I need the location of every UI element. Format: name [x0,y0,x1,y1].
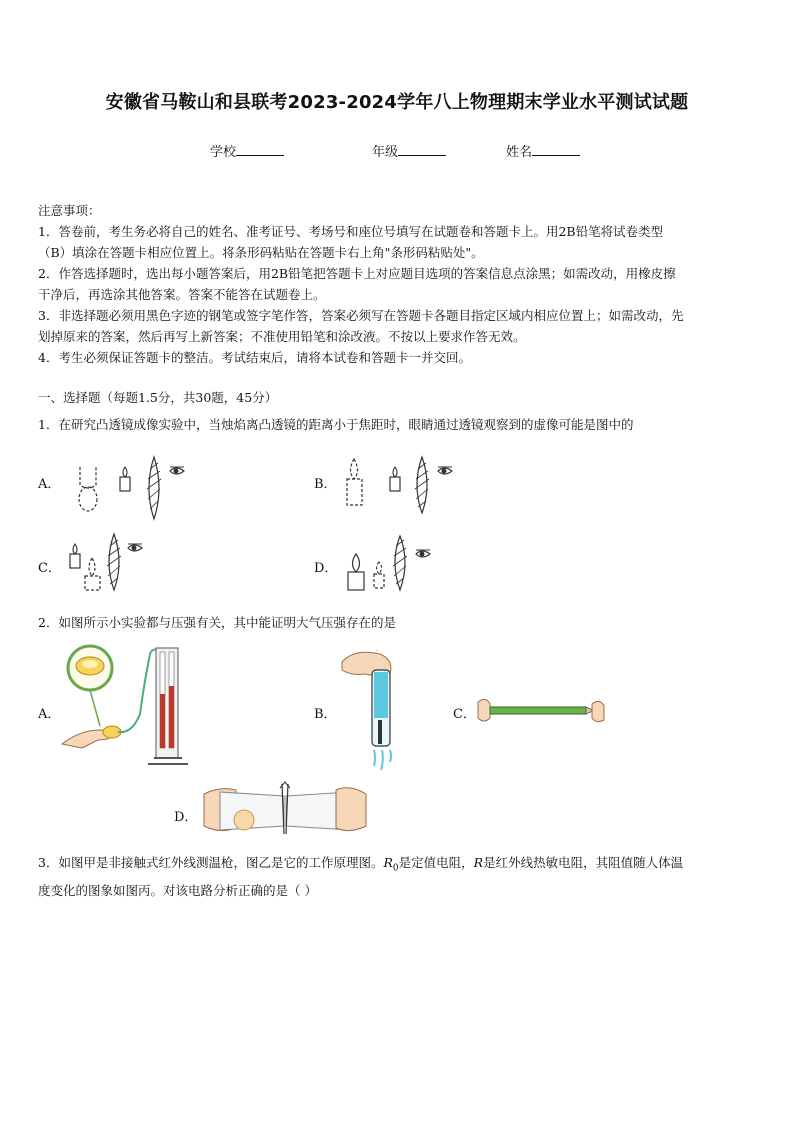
name-field [506,141,580,160]
q1-option-b-figure [342,455,462,521]
q2-option-d-label[interactable]: D． [174,810,198,825]
notice-line-4: 干净后，再选涂其他答案。答案不能答在试题卷上。 [38,287,326,302]
grade-label: 年级 [372,145,399,160]
q1-option-d-label[interactable]: D． [314,561,338,576]
q1-option-b-label[interactable]: B． [314,477,337,492]
q1-option-d-figure [342,532,462,598]
school-blank[interactable] [236,143,284,156]
r-symbol: R [473,855,484,870]
grade-field [372,141,446,160]
name-label: 姓名 [506,145,533,160]
r0-subscript: 0 [392,863,399,874]
q3-text-a: 3．如图甲是非接触式红外线测温枪，图乙是它的工作原理图。 [38,855,384,870]
notice-heading: 注意事项： [38,203,101,218]
notice-line-1: 1．答卷前，考生务必将自己的姓名、准考证号、考场号和座位号填写在试题卷和答题卡上。用2B铅笔将试卷类型 [38,224,664,239]
question-3-text-line-1 [38,852,758,880]
q2-option-a-label[interactable]: A． [38,707,61,722]
school-field [210,141,284,160]
q3-text-b: 是定值电阻， [398,855,474,870]
q1-option-a-label[interactable]: A． [38,477,61,492]
q2-option-c-figure [476,694,606,728]
notice-line-2: （B）填涂在答题卡相应位置上。将条形码粘贴在答题卡右上角"条形码粘贴处"。 [38,245,484,260]
q2-option-b-figure [334,646,404,772]
notice-line-5: 3．非选择题必须用黑色字迹的钢笔或签字笔作答，答案必须写在答题卡各题目指定区域内相应位置上；如需改动，先 [38,308,684,323]
r0-symbol: R [383,855,393,870]
q2-option-c-label[interactable]: C． [453,707,476,722]
q1-option-c-label[interactable]: C． [38,561,61,576]
school-label: 学校 [210,145,237,160]
section-heading: 一、选择题（每题1.5分，共30题，45分） [38,390,278,405]
page-title: 安徽省马鞍山和县联考2023-2024学年八上物理期末学业水平测试试题 [105,92,689,113]
q1-option-c-figure [66,532,186,598]
notice-line-7: 4．考生必须保证答题卡的整洁。考试结束后，请将本试卷和答题卡一并交回。 [38,350,471,365]
q2-option-a-figure [60,644,190,772]
question-2-text: 2．如图所示小实验都与压强有关，其中能证明大气压强存在的是 [38,615,396,630]
grade-blank[interactable] [398,143,446,156]
question-1-text: 1．在研究凸透镜成像实验中，当烛焰离凸透镜的距离小于焦距时，眼睛通过透镜观察到的虚像可能是图中的 [38,417,634,432]
q2-option-d-figure [200,780,370,840]
notice-line-6: 划掉原来的答案，然后再写上新答案；不准使用铅笔和涂改液。不按以上要求作答无效。 [38,329,526,344]
q3-text-c: 是红外线热敏电阻，其阻值随人体温 [483,855,684,870]
question-3-text-line-2: 度变化的图象如图丙。对该电路分析正确的是（ ） [38,883,317,898]
q1-option-a-figure [72,455,192,521]
notice-line-3: 2．作答选择题时，选出每小题答案后，用2B铅笔把答题卡上对应题目选项的答案信息点涂黑；如需改动，用橡皮擦 [38,266,676,281]
q2-option-b-label[interactable]: B． [314,707,337,722]
name-blank[interactable] [532,143,580,156]
